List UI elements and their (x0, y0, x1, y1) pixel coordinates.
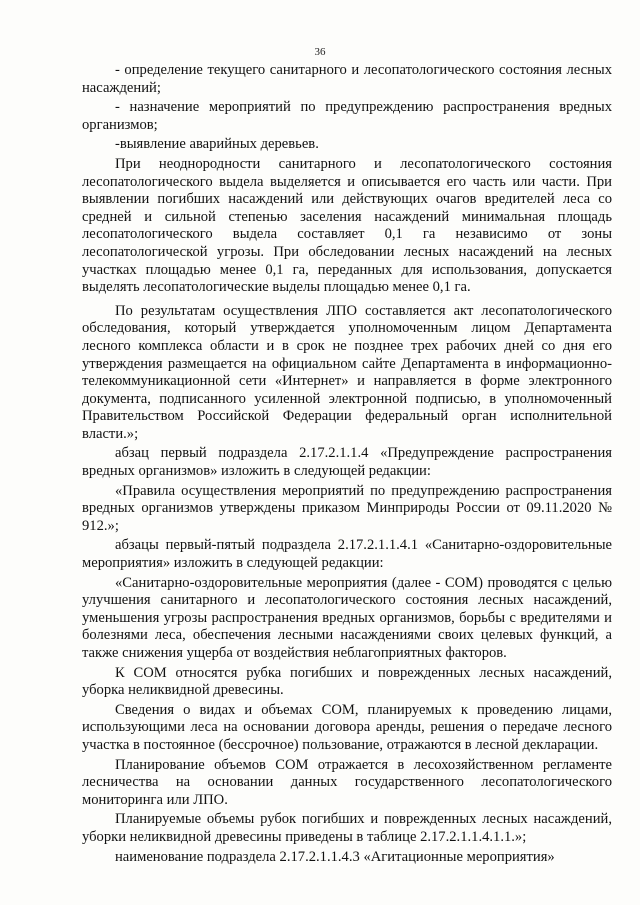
paragraph: - определение текущего санитарного и лесопатологического состояния лесных насаждений; (82, 62, 612, 96)
paragraph: Сведения о видах и объемах СОМ, планируемых к проведению лицами, использующими леса на основании договора аренды, решения о передаче лесного участка в постоянное (бессрочное) пользование, отражаются в лесной декларации. (82, 701, 612, 753)
paragraph: -выявление аварийных деревьев. (115, 136, 319, 153)
paragraph: Планируемые объемы рубок погибших и поврежденных лесных насаждений, уборки неликвидной древесины приведены в таблице 2.17.2.1.1.4.1.1.»; (82, 811, 612, 845)
document-body (82, 62, 612, 866)
paragraph: При неоднородности санитарного и лесопатологического состояния лесопатологического выдела выделяется и описывается его часть или части. При выявлении погибших насаждений или действующих очагов вредителей леса со средней и сильной степенью заселения насаждений минимальная площадь лесопатологического выдела составляет 0,1 га независимо от зоны лесопатологической угрозы. При обследовании лесных насаждений на лесных участках площадью менее 0,1 га, переданных для использования, допускается выделять лесопатологические выделы площадью менее 0,1 га. (82, 155, 612, 296)
paragraph: «Санитарно-оздоровительные мероприятия (далее - СОМ) проводятся с целью улучшения санитарного и лесопатологического состояния лесных насаждений, уменьшения угрозы распространения вредных организмов, борьбы с вредителями и болезнями леса, обеспечения лесными насаждениями своих целевых функций, а также снижения ущерба от воздействия неблагоприятных факторов. (82, 574, 612, 661)
paragraph: наименование подраздела 2.17.2.1.1.4.3 «Агитационные мероприятия» (115, 848, 555, 865)
paragraph: - назначение мероприятий по предупреждению распространения вредных организмов; (82, 99, 612, 133)
page-number: 36 (314, 46, 326, 58)
paragraph: абзацы первый-пятый подраздела 2.17.2.1.1.4.1 «Санитарно-оздоровительные мероприятия» изложить в следующей редакции: (82, 537, 612, 572)
paragraph: К СОМ относятся рубка погибших и поврежденных лесных насаждений, уборка неликвидной древесины. (82, 664, 612, 699)
paragraph: Планирование объемов СОМ отражается в лесохозяйственном регламенте лесничества на основании данных государственного лесопатологического мониторинга или ЛПО. (82, 756, 612, 808)
paragraph: «Правила осуществления мероприятий по предупреждению распространения вредных организмов утверждены приказом Минприроды России от 09.11.2020 № 912.»; (82, 482, 612, 534)
paragraph: По результатам осуществления ЛПО составляется акт лесопатологического обследования, который утверждается уполномоченным лицом Департамента лесного комплекса области и в срок не позднее трех рабочих дней со дня его утверждения размещается на официальном сайте Департамента в информационно-телекоммуникационной сети «Интернет» и направляется в форме электронного документа, подписанного усиленной электронной подписью, в уполномоченный Правительством Российской Федерации федеральный орган исполнительной власти.»; (82, 302, 612, 442)
paragraph: абзац первый подраздела 2.17.2.1.1.4 «Предупреждение распространения вредных организмов» изложить в следующей редакции: (82, 445, 612, 480)
